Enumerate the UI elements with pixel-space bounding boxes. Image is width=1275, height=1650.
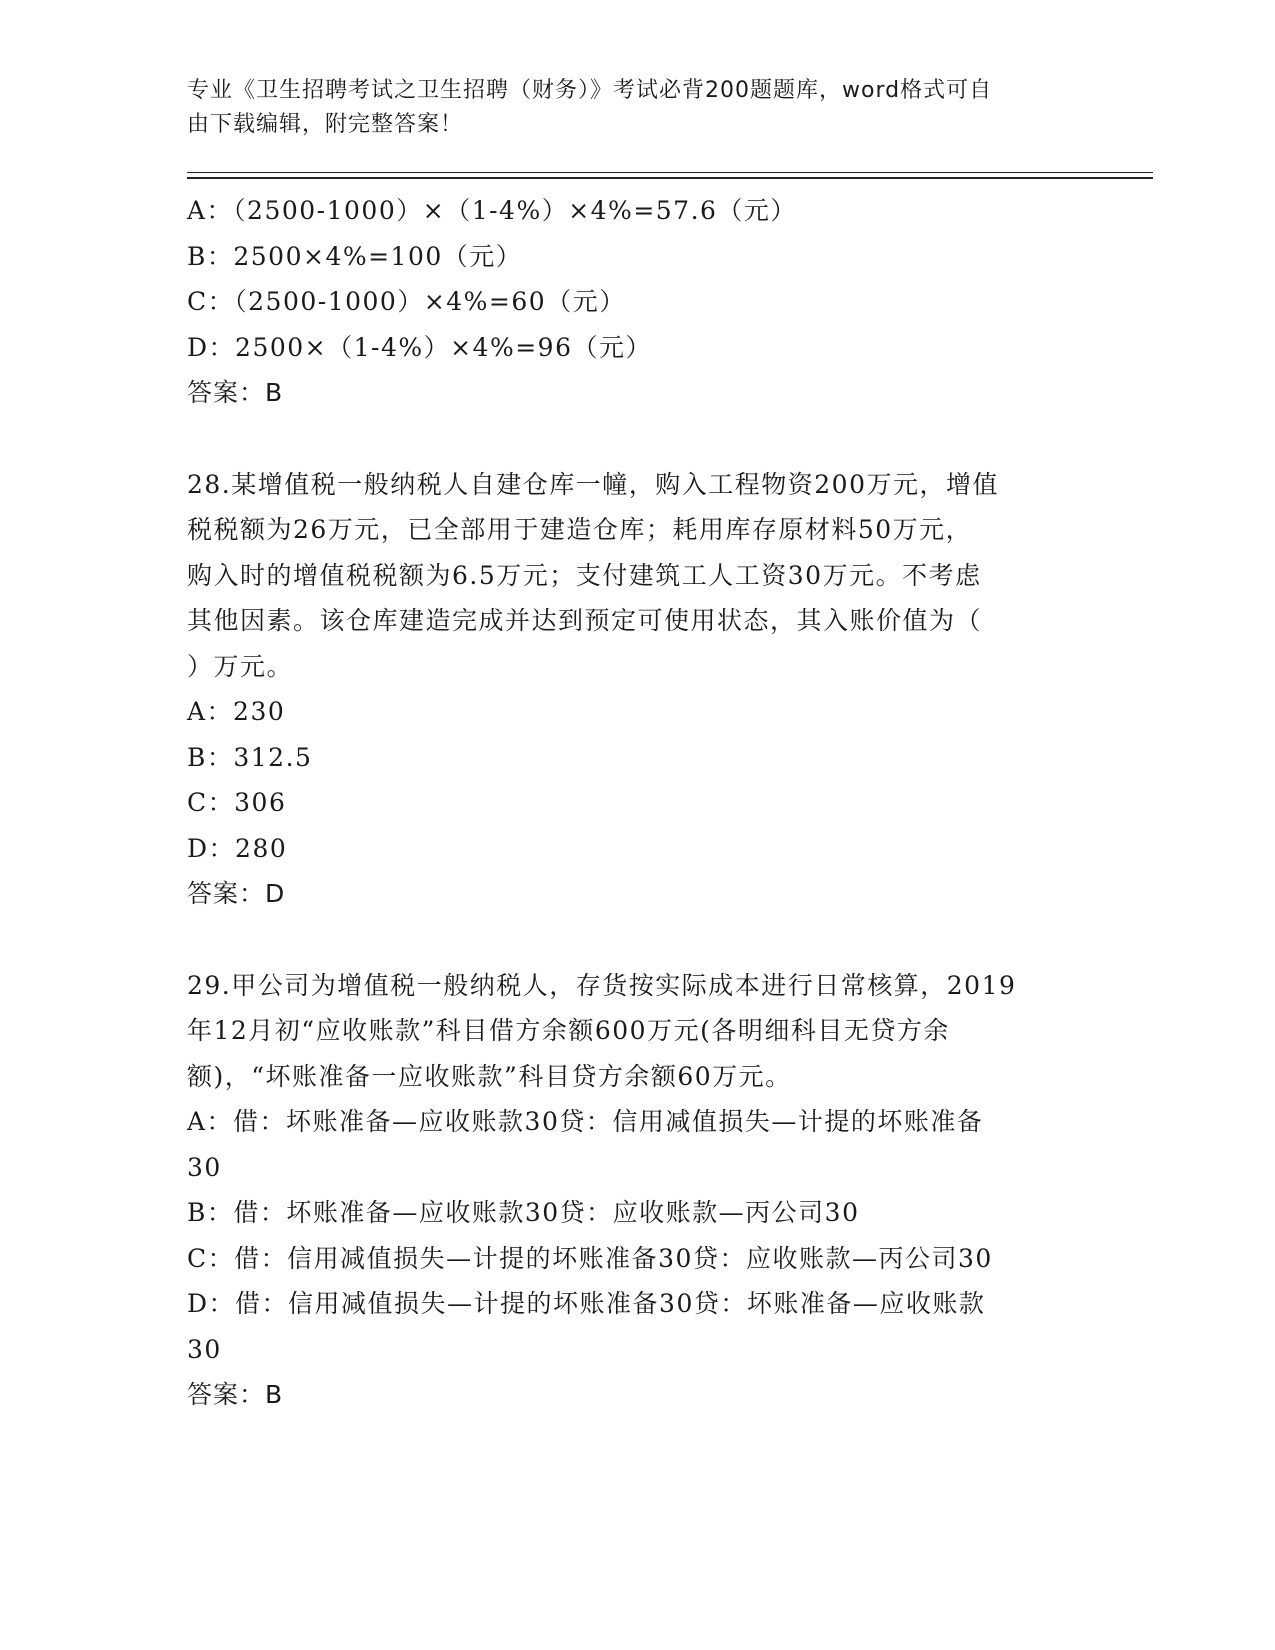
- option-a: A：借：坏账准备—应收账款30贷：信用减值损失—计提的坏账准备: [187, 1107, 984, 1136]
- question-stem-line: 税税额为26万元，已全部用于建造仓库；耗用库存原材料50万元，: [187, 515, 973, 544]
- header-line-2: 由下载编辑，附完整答案！: [187, 112, 464, 137]
- question-stem-line: 28.某增值税一般纳税人自建仓库一幢，购入工程物资200万元，增值: [187, 469, 999, 499]
- question-stem-line: 购入时的增值税税额为6.5万元；支付建筑工人工资30万元。不考虑: [187, 560, 982, 590]
- option-d: D：借：信用减值损失—计提的坏账准备30贷：坏账准备—应收账款: [187, 1289, 986, 1318]
- option-b: B：312.5: [187, 742, 313, 772]
- option-d: D：280: [187, 833, 288, 863]
- option-c: C：（2500-1000）×4%=60（元）: [187, 287, 626, 316]
- option-a: A：230: [187, 697, 286, 726]
- option-c: C：借：信用减值损失—计提的坏账准备30贷：应收账款—丙公司30: [187, 1243, 993, 1273]
- question-stem-line: 其他因素。该仓库建造完成并达到预定可使用状态，其入账价值为（: [187, 606, 983, 635]
- answer-line: 答案：B: [187, 378, 284, 407]
- document-body: [187, 188, 1077, 1418]
- option-a: A：（2500-1000）×（1-4%）×4%=57.6（元）: [187, 196, 797, 225]
- header-rule-thin: [187, 172, 1153, 173]
- option-a-continued: 30: [187, 1152, 222, 1182]
- question-27: [187, 188, 1077, 416]
- option-d-continued: 30: [187, 1334, 222, 1364]
- header-rule-thick: [187, 177, 1153, 179]
- document-header: [187, 74, 1067, 142]
- option-c: C：306: [187, 788, 287, 817]
- option-d: D：2500×（1-4%）×4%=96（元）: [187, 332, 652, 362]
- answer-line: 答案：B: [187, 1380, 284, 1409]
- question-stem-line: 额)，“坏账准备一应收账款”科目贷方余额60万元。: [187, 1061, 792, 1091]
- question-28: [187, 462, 1077, 917]
- header-line-1: 专业《卫生招聘考试之卫生招聘（财务）》考试必背200题题库，word格式可自: [187, 78, 993, 103]
- question-29: [187, 963, 1077, 1418]
- question-stem-line: 29.甲公司为增值税一般纳税人，存货按实际成本进行日常核算，2019: [187, 970, 1017, 1000]
- option-b: B：借：坏账准备—应收账款30贷：应收账款—丙公司30: [187, 1198, 860, 1227]
- question-stem-line: 年12月初“应收账款”科目借方余额600万元(各明细科目无贷方余: [187, 1016, 950, 1045]
- option-b: B：2500×4%=100（元）: [187, 241, 523, 271]
- question-stem-line: ）万元。: [187, 651, 294, 681]
- answer-line: 答案：D: [187, 879, 286, 908]
